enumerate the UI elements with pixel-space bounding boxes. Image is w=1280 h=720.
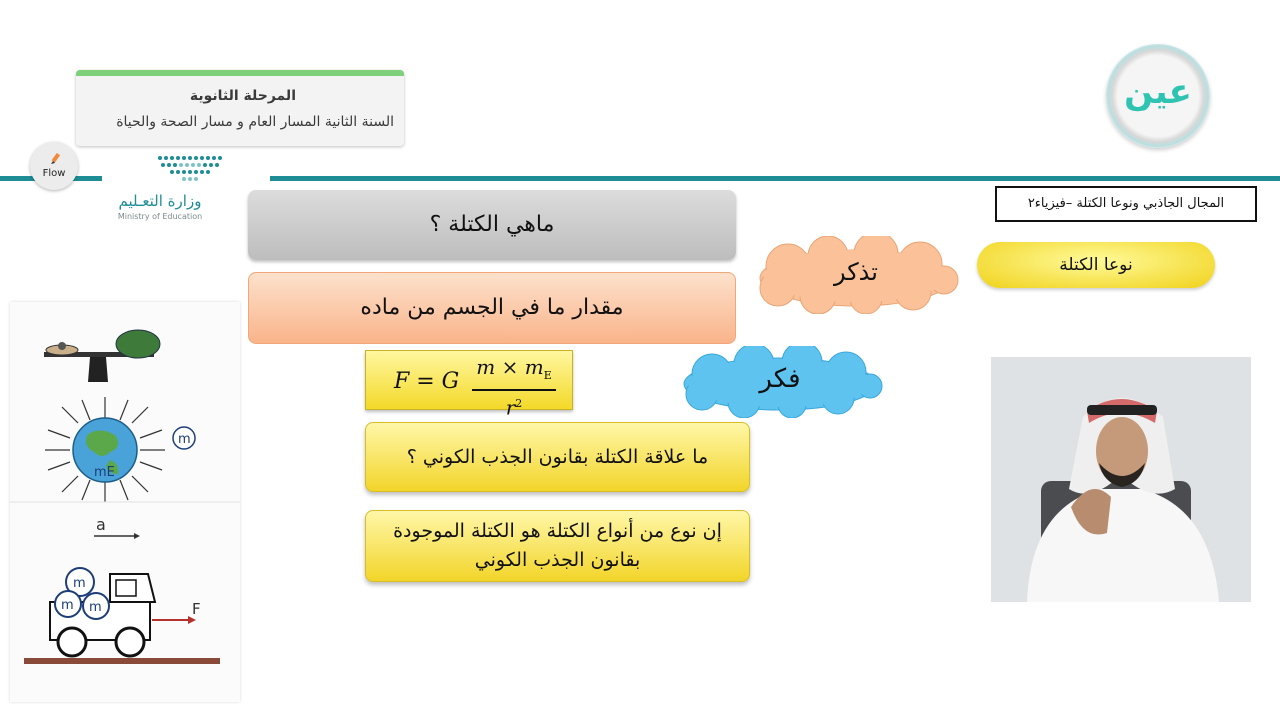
ein-logo-text: عين [1124, 72, 1192, 112]
force-label: F [192, 600, 201, 618]
mass-answer-box: مقدار ما في الجسم من ماده [248, 272, 736, 344]
small-mass-label: m [178, 432, 191, 447]
ministry-emblem-icon [104, 152, 224, 192]
earth-mass-label: mE [94, 465, 115, 480]
truck-acceleration-icon [24, 515, 220, 664]
relation-answer-line-2: بقانون الجذب الكوني [474, 549, 641, 571]
formula-fraction [468, 355, 560, 420]
acceleration-label: a [96, 515, 106, 534]
balance-scale-icon [44, 330, 160, 382]
ministry-logo [104, 152, 224, 224]
ein-logo [1106, 44, 1210, 148]
remember-cloud [748, 236, 964, 314]
formula-fraction-bar [472, 389, 556, 391]
formula-lhs: F = G [394, 369, 460, 394]
mass-types-pill: نوعا الكتلة [977, 242, 1215, 288]
stage-header-card [76, 70, 404, 146]
stage-subtitle: السنة الثانية المسار العام و مسار الصحة والحياة [116, 114, 394, 130]
gravitation-formula-box [365, 350, 573, 420]
svg-text:m: m [73, 576, 86, 591]
think-label: فكر [759, 364, 801, 394]
svg-text:m: m [89, 600, 102, 615]
ministry-name-arabic: وزارة التعـليم [118, 192, 202, 210]
relation-answer-box [365, 510, 750, 582]
flow-button[interactable] [30, 142, 78, 190]
stage-title: المرحلة الثانوية [189, 88, 296, 104]
physics-illustration-panel [10, 302, 240, 702]
physics-illustration [10, 302, 240, 702]
formula-numerator: $m \times m_E$ [476, 355, 552, 382]
header-divider-right [270, 176, 1280, 181]
flow-label: Flow [42, 168, 66, 179]
remember-label: تذكر [834, 258, 878, 286]
think-cloud [672, 346, 888, 418]
formula-denominator: $r^2$ [505, 395, 523, 420]
svg-text:m: m [61, 598, 74, 613]
lesson-title-box: المجال الجاذبي ونوعا الكتلة –فيزياء٢ [995, 186, 1257, 222]
pencil-icon [48, 152, 62, 166]
relation-answer-line-1: إن نوع من أنواع الكتلة هو الكتلة الموجودة [393, 520, 722, 542]
instructor-figure [991, 357, 1251, 602]
mass-question-box: ماهي الكتلة ؟ [248, 190, 736, 260]
relation-question-box: ما علاقة الكتلة بقانون الجذب الكوني ؟ [365, 422, 750, 492]
ministry-name-english: Ministry of Education [117, 212, 203, 221]
instructor-video-feed [991, 357, 1251, 602]
